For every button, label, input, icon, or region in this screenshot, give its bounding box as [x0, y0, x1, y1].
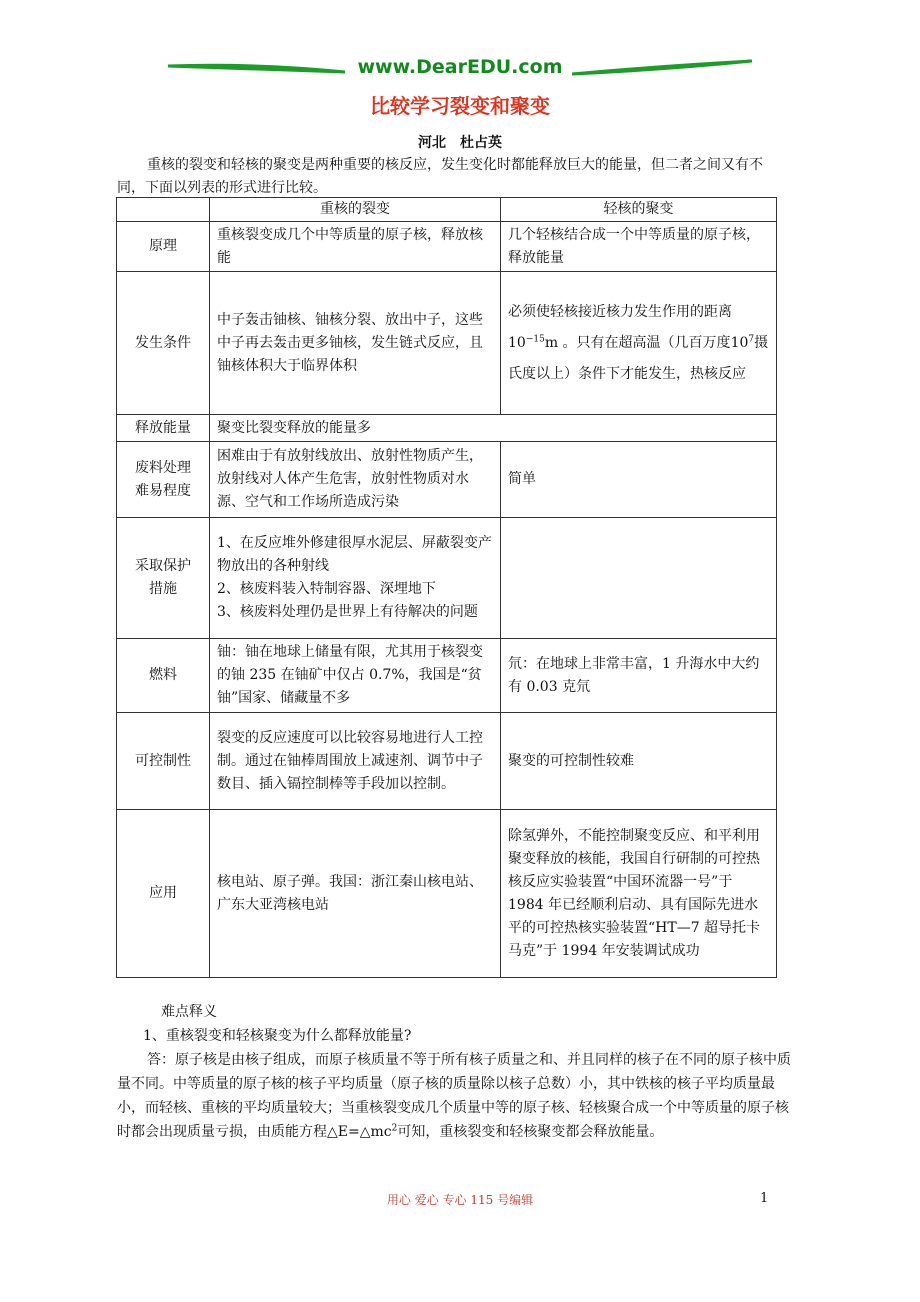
- page-number: 1: [760, 1191, 769, 1206]
- header-cell-empty: [117, 198, 210, 222]
- row-label-waste: [117, 442, 210, 518]
- table-row: [117, 222, 777, 272]
- table-row: [117, 713, 777, 810]
- cell-waste-fusion: 简单: [501, 442, 777, 518]
- cell-application-fission: 核电站、原子弹。我国：浙江秦山核电站、广东大亚湾核电站: [210, 810, 501, 978]
- cell-energy: 聚变比裂变释放的能量多: [210, 415, 777, 442]
- table-row: [117, 639, 777, 713]
- row-label-fuel: 燃料: [117, 639, 210, 713]
- condition-fusion-exponent-1: −15: [525, 333, 545, 344]
- protection-item-1: 1、在反应堆外修建很厚水泥层、屏蔽裂变产物放出的各种射线: [217, 535, 492, 574]
- header-cell-fusion: 轻核的聚变: [501, 198, 777, 222]
- cell-fuel-fusion: 氘：在地球上非常丰富，1 升海水中大约有 0.03 克氘: [501, 639, 777, 713]
- answer-text-1: 答：原子核是由核子组成，而原子核质量不等于所有核子质量之和、并且同样的核子在不同的原子核中质量不同。中等质量的原子核的核子平均质量（原子核的质量除以核子总数）小，其中铁核的核子平均质量最小，而轻核、重核的平均质量较大；当重核裂变成几个质量中等的原子核、轻核聚合成一个中等质量的原子核时都会出现质量亏损，由质能方程△E=△mc: [117, 1052, 791, 1140]
- cell-waste-fission: 困难由于有放射线放出、放射性物质产生，放射线对人体产生危害，放射性物质对水源、空气和工作场所造成污染: [210, 442, 501, 518]
- author-line: 河北 杜占英: [418, 135, 502, 151]
- page-footer: 用心 爱心 专心 115 号编辑: [386, 1193, 534, 1207]
- cell-protection-fission: [210, 518, 501, 639]
- cell-condition-fusion: [501, 272, 777, 415]
- section-answer: [117, 1048, 797, 1144]
- row-label-control: 可控制性: [117, 713, 210, 810]
- protection-label-line-2: 措施: [149, 581, 177, 597]
- protection-item-3: 3、核废料处理仍是世界上有待解决的问题: [217, 604, 478, 620]
- cell-principle-fusion: 几个轻核结合成一个中等质量的原子核，释放能量: [501, 222, 777, 272]
- row-label-protection: [117, 518, 210, 639]
- site-url[interactable]: www.DearEDU.com: [357, 56, 563, 78]
- condition-fusion-part-4: m 。只有在超高温（几百万度: [544, 334, 731, 351]
- cell-principle-fission: 重核裂变成几个中等质量的原子核，释放核能: [210, 222, 501, 272]
- row-label-application: 应用: [117, 810, 210, 978]
- protection-label-line-1: 采取保护: [135, 558, 191, 574]
- cell-fuel-fission: 铀：铀在地球上储量有限，尤其用于核裂变的铀 235 在铀矿中仅占 0.7%，我国是“贫铀”国家、储藏量不多: [210, 639, 501, 713]
- condition-fusion-part-5: 10: [730, 334, 749, 351]
- intro-text: 重核的裂变和轻核的聚变是两种重要的核反应，发生变化时都能释放巨大的能量，但二者之间又有不同，下面以列表的形式进行比较。: [117, 157, 763, 196]
- header-cell-fission: 重核的裂变: [210, 198, 501, 222]
- condition-fusion-part-2: 10: [508, 334, 526, 351]
- difficulty-section: [117, 1000, 797, 1144]
- condition-fusion-exponent-2: 7: [748, 333, 755, 344]
- table-row: [117, 810, 777, 978]
- condition-fusion-part-1: 必须使轻核接近核力发生作用的距离: [508, 303, 732, 320]
- cell-condition-fission: 中子轰击铀核、铀核分裂、放出中子，这些中子再去轰击更多铀核，发生链式反应，且铀核体积大于临界体积: [210, 272, 501, 415]
- comparison-table: [116, 197, 777, 978]
- row-label-principle: 原理: [117, 222, 210, 272]
- cell-control-fission: 裂变的反应速度可以比较容易地进行人工控制。通过在铀棒周围放上减速剂、调节中子数目、插入镉控制棒等手段加以控制。: [210, 713, 501, 810]
- page-title: 比较学习裂变和聚变: [370, 94, 550, 118]
- waste-label-line-1: 废料处理: [135, 459, 191, 476]
- section-question: 1、重核裂变和轻核聚变为什么都释放能量?: [143, 1028, 412, 1044]
- table-row: [117, 518, 777, 639]
- answer-superscript: 2: [391, 1123, 398, 1134]
- section-heading: 难点释义: [161, 1004, 217, 1020]
- answer-text-2: 可知，重核裂变和轻核聚变都会释放能量。: [397, 1124, 664, 1140]
- table-header-row: [117, 198, 777, 222]
- row-label-energy: 释放能量: [117, 415, 210, 442]
- table-row: [117, 442, 777, 518]
- row-label-condition: 发生条件: [117, 272, 210, 415]
- waste-label-line-2: 难易程度: [135, 482, 191, 499]
- table-row: [117, 415, 777, 442]
- table-row: [117, 272, 777, 415]
- cell-application-fusion: 除氢弹外，不能控制聚变反应、和平利用聚变释放的核能，我国自行研制的可控热核反应实验装置“中国环流器一号”于 1984 年已经顺利启动、具有国际先进水平的可控热核实验装置“HT—7 超导托卡马克”于 1994 年安装调试成功: [501, 810, 777, 978]
- cell-protection-fusion: [501, 518, 777, 639]
- site-header: [160, 56, 760, 90]
- condition-fusion-part-7: 摄氏度以上）条件下才能发生，热核反应: [508, 334, 769, 382]
- cell-control-fusion: 聚变的可控制性较难: [501, 713, 777, 810]
- intro-paragraph: [117, 154, 777, 200]
- protection-item-2: 2、核废料装入特制容器、深埋地下: [217, 581, 436, 597]
